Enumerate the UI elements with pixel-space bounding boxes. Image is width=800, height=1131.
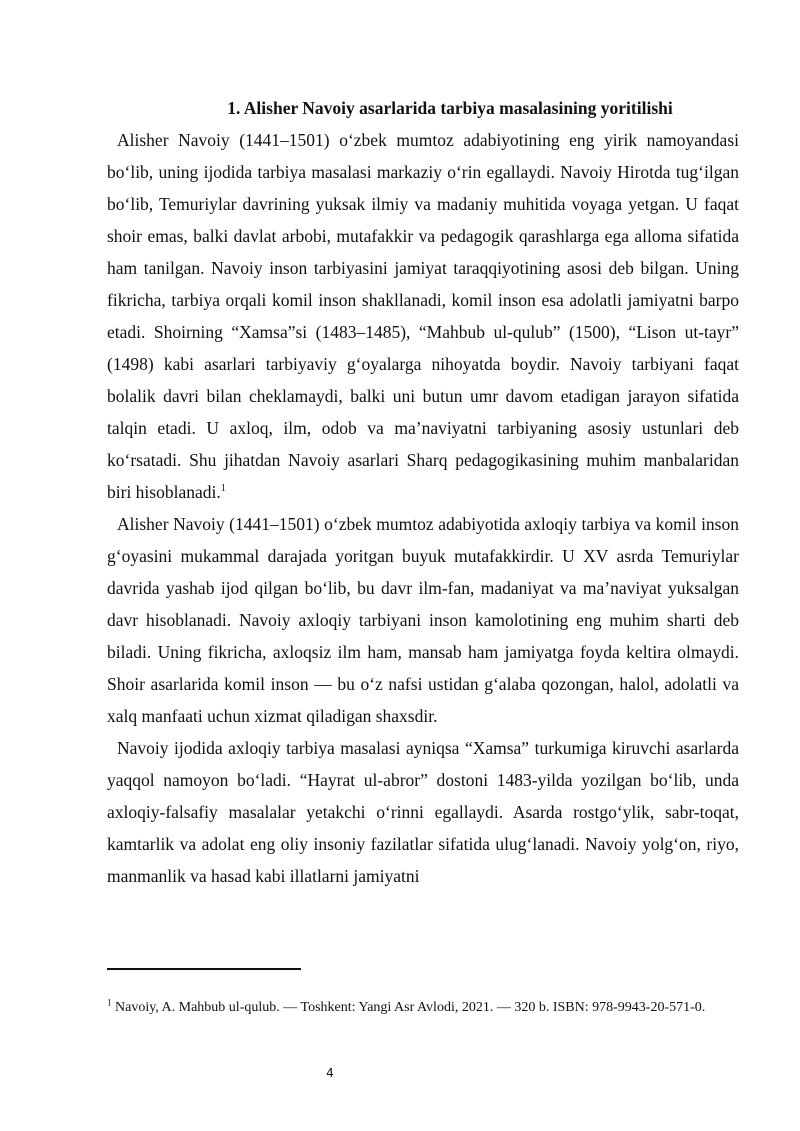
footnote-mark: 1 [107,997,112,1008]
footnote-reference[interactable]: 1 [220,483,226,495]
page-number: 4 [326,1066,334,1080]
section-title: 1. Alisher Navoiy asarlarida tarbiya masalasining yoritilishi [227,98,673,118]
footnote-text: Navoiy, A. Mahbub ul-qulub. — Toshkent: Yangi Asr Avlodi, 2021. — 320 b. ISBN: 978-9943-20-571-0. [115,1000,706,1015]
paragraph-1-text: Alisher Navoiy (1441–1501) o‘zbek mumtoz adabiyotining eng yirik namoyandasi bo‘lib, uning ijodida tarbiya masalasi markaziy o‘rin egallaydi. Navoiy Hirotda tug‘ilgan bo‘lib, Temuriylar davrining yuksak ilmiy va madaniy muhitida voyaga yetgan. U faqat shoir emas, balki davlat arbobi, mutafakkir va pedagogik qarashlarga ega alloma sifatida ham tanilgan. Navoiy inson tarbiyasini jamiyat taraqqiyotining asosi deb bilgan. Uning fikricha, tarbiya orqali komil inson shakllanadi, komil inson esa adolatli jamiyatni barpo etadi. Shoirning “Xamsa”si (1483–1485), “Mahbub ul-qulub” (1500), “Lison ut-tayr” (1498) kabi asarlari tarbiyaviy g‘oyalarga nihoyatda boydir. Navoiy tarbiyani faqat bolalik davri bilan cheklamaydi, balki uni butun umr davom etadigan jarayon sifatida talqin etadi. U axloq, ilm, odob va ma’naviyatni tarbiyaning asosiy ustunlari deb ko‘rsatadi. Shu jihatdan Navoiy asarlari Sharq pedagogikasining muhim manbalaridan biri hisoblanadi. [107,130,739,502]
paragraph-2: Alisher Navoiy (1441–1501) o‘zbek mumtoz adabiyotida axloqiy tarbiya va komil inson g‘oyasini mukammal darajada yoritgan buyuk mutafakkirdir. U XV asrda Temuriylar davrida yashab ijod qilgan bo‘lib, bu davr ilm-fan, madaniyat va ma’naviyat yuksalgan davr hisoblanadi. Navoiy axloqiy tarbiyani inson kamolotining eng muhim sharti deb biladi. Uning fikricha, axloqsiz ilm ham, mansab ham jamiyatga foyda keltira olmaydi. Shoir asarlarida komil inson — bu o‘z nafsi ustidan g‘alaba qozongan, halol, adolatli va xalq manfaati uchun xizmat qiladigan shaxsdir. [107,514,739,726]
document-body [107,92,739,892]
footnote [107,998,707,1018]
footnote-divider [107,968,301,970]
paragraph-1 [107,124,739,508]
paragraph-3: Navoiy ijodida axloqiy tarbiya masalasi ayniqsa “Xamsa” turkumiga kiruvchi asarlarda yaqqol namoyon bo‘ladi. “Hayrat ul-abror” dostoni 1483-yilda yozilgan bo‘lib, unda axloqiy-falsafiy masalalar yetakchi o‘rinni egallaydi. Asarda rostgo‘ylik, sabr-toqat, kamtarlik va adolat eng oliy insoniy fazilatlar sifatida ulug‘lanadi. Navoiy yolg‘on, riyo, manmanlik va hasad kabi illatlarni jamiyatni [107,738,739,886]
